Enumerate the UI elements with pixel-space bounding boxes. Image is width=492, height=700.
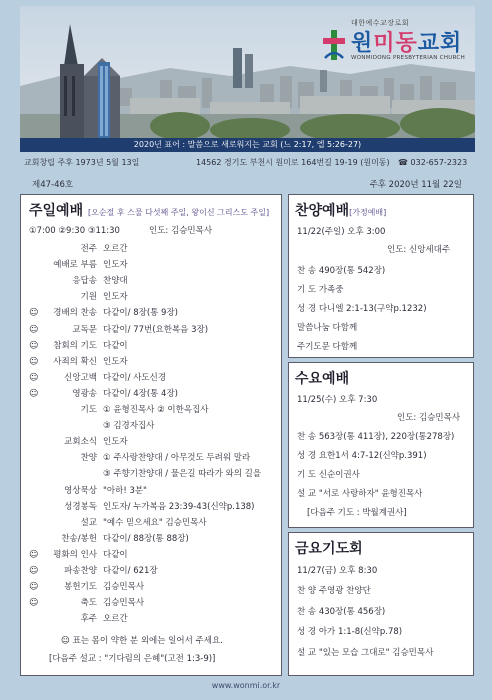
order-item-value: 인도자/ 누가복음 23:39-43(신약p.138) — [103, 502, 255, 512]
order-item-label: 봉헌기도 — [64, 582, 97, 592]
order-item-label: 후주 — [80, 614, 97, 624]
order-item-label: 전주 — [80, 244, 97, 254]
order-item-label: 설교 — [80, 518, 97, 528]
praise-service-subtitle: [가정예배] — [349, 208, 387, 217]
church-cross-icon — [321, 28, 347, 62]
praise-service-title-text: 찬양예배 — [295, 203, 350, 219]
order-item-value: ① 윤형진목사 ② 이한옥집사 — [103, 405, 209, 415]
order-item-value: 다같이 — [103, 550, 128, 560]
church-website: www.wonmi.or.kr — [211, 681, 281, 690]
order-item-label: 찬송/봉헌 — [61, 534, 97, 544]
order-item-value: "예수 믿으세요" 김승민목사 — [103, 518, 207, 528]
order-item-value: ① 주사랑찬양대 / 아무것도 두려워 말라 — [103, 453, 251, 463]
service-times: ①7:00 ②9:30 ③11:30 — [29, 226, 120, 236]
order-item-label: 교회소식 — [64, 437, 97, 447]
church-name-part-1: 원 — [351, 31, 374, 56]
detail-line: 찬 양 주영광 찬양단 — [297, 586, 371, 596]
church-info-bar — [20, 155, 475, 171]
standing-mark: ☺ — [29, 389, 39, 399]
church-logo — [317, 18, 469, 68]
wednesday-service-time: 11/25(수) 오후 7:30 — [297, 395, 378, 405]
order-item-label: 교독문 — [72, 325, 97, 335]
detail-line: 성 경 요한1서 4:7-12(신약p.391) — [297, 451, 427, 461]
praise-service-leader: 인도: 신앙세대주 — [387, 245, 451, 255]
church-address: 14562 경기도 부천시 원미로 164번길 19-19 (원미동) — [196, 158, 390, 167]
order-item-label: 기원 — [80, 292, 97, 302]
detail-line: 성 경 아가 1:1-8(신약p.78) — [297, 627, 403, 637]
church-name — [351, 26, 462, 57]
order-item-value: 다같이/ 사도신경 — [103, 373, 167, 383]
order-item-label: 영상묵상 — [64, 486, 97, 496]
praise-service-time: 11/22(주일) 오후 3:00 — [297, 227, 386, 237]
order-item-value: 오르간 — [103, 614, 128, 624]
motto-prefix: 2020년 표어 : — [133, 140, 188, 149]
order-item-label: 신앙고백 — [64, 373, 97, 383]
order-item-value: 인도자 — [103, 260, 128, 270]
standing-mark: ☺ — [29, 598, 39, 608]
service-leader: 인도: 김승민목사 — [149, 226, 213, 236]
order-item-label: 파송찬양 — [64, 566, 97, 576]
order-item-label: 성경봉독 — [64, 502, 97, 512]
issue-date: 주후 2020년 11월 22일 — [369, 180, 462, 190]
order-item-value: 다같이/ 4장(통 4장) — [103, 389, 178, 399]
church-name-part-2: 미동 — [373, 31, 418, 56]
praise-service-box — [288, 194, 474, 358]
wednesday-service-box — [288, 362, 474, 528]
header-photo — [20, 6, 475, 138]
order-item-label: 경배의 찬송 — [53, 308, 97, 318]
founding-date: 교회창립 주후 1973년 5월 13일 — [24, 158, 140, 167]
praise-service-title — [295, 200, 386, 220]
detail-line: 기 도 신순이권사 — [297, 470, 360, 480]
detail-line: 설 교 "있는 모습 그대로" 김승민목사 — [297, 647, 434, 658]
order-item-value: "아하! 3분" — [103, 486, 147, 496]
order-item-label: 영광송 — [72, 389, 97, 399]
order-item-label: 사죄의 확신 — [53, 357, 97, 367]
order-item-value: 인도자 — [103, 437, 128, 447]
sunday-service-box — [20, 194, 282, 676]
order-item-value: 다같이/ 88장(통 88장) — [103, 534, 189, 544]
standing-note: ☺ 표는 몸이 약한 분 외에는 일어서 주세요. — [61, 636, 223, 646]
wednesday-service-title: 수요예배 — [295, 371, 350, 387]
standing-mark: ☺ — [29, 550, 39, 560]
standing-mark: ☺ — [29, 566, 39, 576]
sunday-service-title — [29, 200, 269, 220]
detail-line: 찬 송 563장(통 411장), 220장(통278장) — [297, 432, 455, 442]
detail-line: 주기도문 다함께 — [297, 342, 358, 352]
standing-mark: ☺ — [29, 325, 39, 335]
order-item-value: 찬양대 — [103, 276, 128, 286]
year-motto-bar — [20, 138, 475, 152]
order-item-label: 참회의 기도 — [53, 341, 97, 351]
issue-bar — [32, 178, 462, 192]
friday-prayer-box — [288, 532, 474, 676]
denomination-label: 대한예수교장로회 — [351, 19, 410, 27]
detail-line: 찬 송 490장(통 542장) — [297, 266, 386, 276]
order-item-label: 기도 — [80, 405, 97, 415]
friday-prayer-title: 금요기도회 — [295, 541, 363, 557]
order-item-value: 오르간 — [103, 244, 128, 254]
standing-mark: ☺ — [29, 341, 39, 351]
standing-mark: ☺ — [29, 582, 39, 592]
wednesday-service-leader: 인도: 김승민목사 — [397, 413, 461, 423]
detail-line: 찬 송 430장(통 456장) — [297, 606, 386, 617]
order-item-label: 응답송 — [72, 276, 97, 286]
order-item-value: 다같이/ 621장 — [103, 566, 158, 576]
order-item-value: ③ 주향기찬양대 / 물은길 따라가 와의 길을 — [103, 469, 262, 479]
detail-line: 기 도 가족중 — [297, 285, 344, 295]
order-item-value: 다같이/ 8장(통 9장) — [103, 308, 178, 318]
church-name-part-3: 교회 — [417, 31, 463, 56]
standing-mark: ☺ — [29, 308, 39, 318]
next-sermon: [다음주 설교 : "기다림의 은혜"(고전 1:3-9)] — [49, 654, 216, 664]
church-english-name: WONMIDONG PRESBYTERIAN CHURCH — [351, 55, 466, 61]
detail-line: 설 교 "서로 사랑하자" 윤형진목사 — [297, 489, 423, 499]
order-item-label: 축도 — [80, 598, 97, 608]
detail-line: 성 경 다니엘 2:1-13(구약p.1232) — [297, 304, 427, 314]
order-item-label: 예배로 부름 — [53, 260, 97, 270]
order-item-value: 다같이/ 77번(요한복음 3장) — [103, 325, 209, 335]
motto-text: 말씀으로 새로워지는 교회 (느 2:17, 엡 5:26-27) — [187, 140, 362, 149]
standing-mark: ☺ — [29, 357, 39, 367]
issue-number: 제47-46호 — [32, 180, 74, 190]
standing-mark: ☺ — [29, 373, 39, 383]
order-item-value: 인도자 — [103, 292, 128, 302]
order-item-value: 다같이 — [103, 341, 128, 351]
order-item-value: 김승민목사 — [103, 598, 145, 608]
church-phone: ☎ 032-657-2323 — [398, 158, 468, 167]
order-item-label: 평화의 인사 — [53, 550, 97, 560]
friday-prayer-time: 11/27(금) 오후 8:30 — [297, 566, 378, 576]
order-item-value: 인도자 — [103, 357, 128, 367]
wednesday-next-prayer: [다음주 기도 : 박월계권사] — [307, 508, 407, 518]
sunday-service-subtitle: [오순절 후 스물 다섯째 주일, 왕이신 그리스도 주일] — [87, 208, 270, 217]
order-item-value: ③ 김경자집사 — [103, 421, 155, 431]
order-item-label: 찬양 — [80, 453, 97, 463]
order-item-value: 김승민목사 — [103, 582, 145, 592]
sunday-service-title-text: 주일예배 — [29, 203, 84, 219]
detail-line: 말씀나눔 다함께 — [297, 323, 358, 333]
